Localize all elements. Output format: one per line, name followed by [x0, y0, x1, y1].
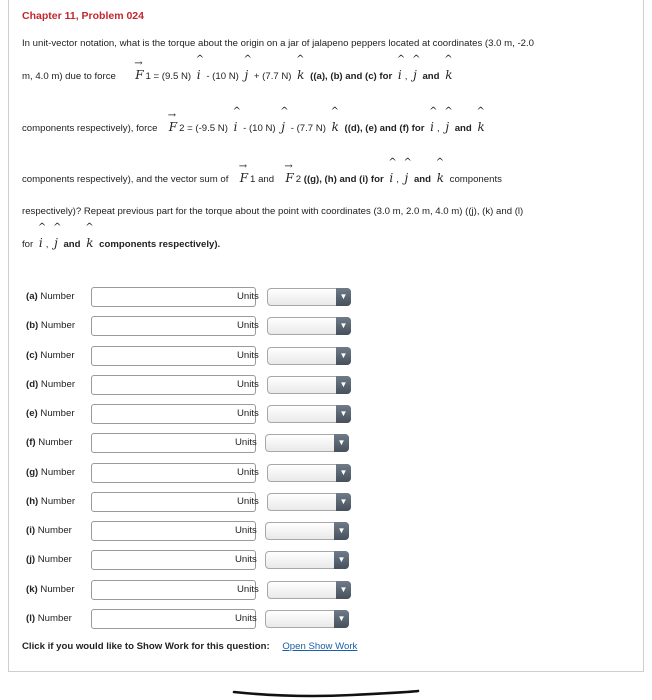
dropdown-arrow-icon: ▼ [336, 288, 351, 306]
unit-vector-j: ^ j [444, 106, 453, 134]
unit-vector-k: ^ k [476, 106, 485, 134]
unit-vector-k: ^ k [435, 157, 445, 185]
number-input[interactable] [91, 521, 256, 541]
unit-vector-k: ^ k [296, 54, 305, 82]
dropdown-arrow-icon: ▼ [334, 434, 349, 452]
number-input[interactable] [91, 463, 256, 483]
unit-vector-i: ^ i [195, 54, 205, 82]
dropdown-arrow-icon: ▼ [336, 464, 351, 482]
number-input[interactable] [91, 492, 256, 512]
question-line-3: components respectively), force → F 2 = (-9.5 N) ^ i - (10 N) ^ j - (7.7 N) ^ k ((d), (e) and (f) for ^ i , ^ j and ^ k [22, 106, 485, 134]
answer-label: (d) Number [26, 379, 76, 390]
number-input[interactable] [91, 375, 256, 395]
units-label: Units [237, 291, 259, 302]
dropdown-arrow-icon: ▼ [336, 405, 351, 423]
units-label: Units [237, 350, 259, 361]
number-input[interactable] [91, 316, 256, 336]
unit-vector-k: ^ k [444, 54, 453, 82]
units-dropdown[interactable] [267, 376, 351, 394]
number-input[interactable] [91, 404, 256, 424]
units-dropdown[interactable] [265, 610, 349, 628]
units-label: Units [235, 437, 257, 448]
answer-label: (e) Number [26, 408, 75, 419]
unit-vector-j: ^ j [280, 106, 289, 134]
units-dropdown[interactable] [265, 551, 349, 569]
unit-vector-j: ^ j [53, 222, 62, 250]
pen-scribble-mark [232, 686, 422, 700]
answer-label: (c) Number [26, 350, 75, 361]
problem-panel [8, 0, 644, 672]
question-line-2: m, 4.0 m) due to force → F 1 = (9.5 N) ^ i - (10 N) ^ j + (7.7 N) ^ k ((a), (b) and (c) for ^ i , ^ j and ^ k [22, 54, 453, 82]
answer-label: (f) Number [26, 437, 73, 448]
number-input[interactable] [91, 580, 256, 600]
unit-vector-i: ^ i [232, 106, 241, 134]
f1-vector-symbol: → F [238, 161, 249, 185]
number-input[interactable] [91, 287, 256, 307]
answer-label: (b) Number [26, 320, 76, 331]
units-dropdown[interactable] [267, 347, 351, 365]
dropdown-arrow-icon: ▼ [334, 551, 349, 569]
answer-label: (l) Number [26, 613, 72, 624]
show-work-footer [22, 641, 357, 652]
units-label: Units [235, 554, 257, 565]
units-dropdown[interactable] [267, 581, 351, 599]
unit-vector-i: ^ i [429, 106, 438, 134]
units-dropdown[interactable] [267, 288, 351, 306]
units-dropdown[interactable] [267, 464, 351, 482]
f1-vector-symbol: → F [134, 58, 144, 82]
number-input[interactable] [91, 433, 256, 453]
f2-vector-symbol: → F [167, 110, 178, 134]
dropdown-arrow-icon: ▼ [336, 493, 351, 511]
dropdown-arrow-icon: ▼ [334, 522, 349, 540]
units-label: Units [237, 467, 259, 478]
units-dropdown[interactable] [267, 317, 351, 335]
units-dropdown[interactable] [267, 493, 351, 511]
question-line-1: In unit-vector notation, what is the torque about the origin on a jar of jalapeno peppers located at coordinates (3.0 m, -2.0 [22, 38, 534, 49]
question-line-4: components respectively), and the vector sum of → F 1 and → F 2 ((g), (h) and (i) for ^ i , ^ j and ^ k components [22, 157, 502, 185]
dropdown-arrow-icon: ▼ [336, 317, 351, 335]
number-input[interactable] [91, 550, 256, 570]
dropdown-arrow-icon: ▼ [336, 581, 351, 599]
units-label: Units [235, 525, 257, 536]
units-dropdown[interactable] [265, 434, 349, 452]
answer-label: (i) Number [26, 525, 72, 536]
problem-title: Chapter 11, Problem 024 [22, 10, 144, 22]
dropdown-arrow-icon: ▼ [336, 376, 351, 394]
units-label: Units [237, 584, 259, 595]
number-input[interactable] [91, 346, 256, 366]
answer-label: (a) Number [26, 291, 75, 302]
units-dropdown[interactable] [267, 405, 351, 423]
unit-vector-j: ^ j [412, 54, 421, 82]
answer-label: (k) Number [26, 584, 75, 595]
units-label: Units [237, 408, 259, 419]
units-label: Units [237, 320, 259, 331]
dropdown-arrow-icon: ▼ [334, 610, 349, 628]
dropdown-arrow-icon: ▼ [336, 347, 351, 365]
units-label: Units [237, 496, 259, 507]
show-work-prompt: Click if you would like to Show Work for this question: [22, 641, 270, 652]
answer-label: (g) Number [26, 467, 76, 478]
unit-vector-i: ^ i [388, 157, 397, 185]
unit-vector-j: ^ j [243, 54, 252, 82]
units-label: Units [235, 613, 257, 624]
question-line-5: respectively)? Repeat previous part for the torque about the point with coordinates (3.0 m, 2.0 m, 4.0 m) ((j), (k) and (l) [22, 206, 524, 217]
number-input[interactable] [91, 609, 256, 629]
question-line-6: for ^ i , ^ j and ^ k components respectively). [22, 222, 221, 250]
f2-vector-symbol: → F [284, 161, 294, 185]
answer-label: (j) Number [26, 554, 72, 565]
unit-vector-i: ^ i [37, 222, 47, 250]
unit-vector-i: ^ i [396, 54, 406, 82]
open-show-work-link[interactable]: Open Show Work [282, 641, 358, 652]
units-dropdown[interactable] [265, 522, 349, 540]
answer-label: (h) Number [26, 496, 76, 507]
unit-vector-j: ^ j [403, 157, 412, 185]
unit-vector-k: ^ k [85, 222, 94, 250]
units-label: Units [237, 379, 259, 390]
unit-vector-k: ^ k [330, 106, 339, 134]
